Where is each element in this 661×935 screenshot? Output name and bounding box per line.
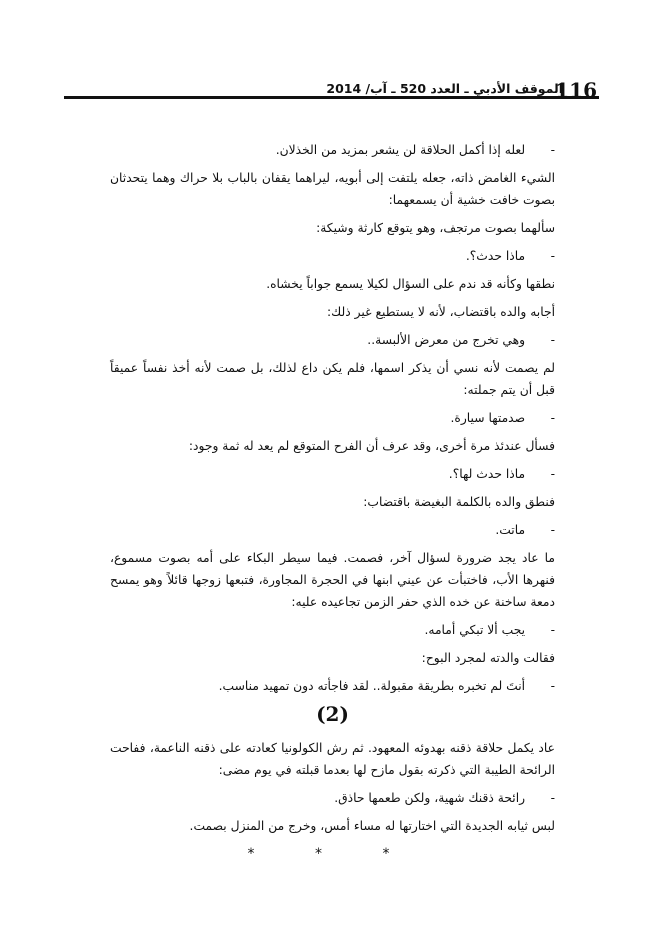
dialogue-dash: - xyxy=(550,249,555,263)
dialogue-dash: - xyxy=(550,467,555,481)
dialogue-dash: - xyxy=(550,411,555,425)
dialogue-text: وهي تخرج من معرض الألبسة.. xyxy=(367,333,526,347)
dialogue-line xyxy=(110,519,555,541)
section-number: (2) xyxy=(316,702,349,726)
dialogue-line xyxy=(110,463,555,485)
dialogue-dash: - xyxy=(550,623,555,637)
header-rule xyxy=(64,96,599,99)
dialogue-text: يجب ألا تبكي أمامه. xyxy=(424,623,526,637)
dialogue-line xyxy=(110,787,555,809)
paragraph: الشيء الغامض ذاته، جعله يلتفت إلى أبويه، ليراهما يقفان بالباب بلا حراك وهما يتحدثان بصوت خافت خشية أن يسمعهما: xyxy=(110,171,555,207)
paragraph: فنطق والده بالكلمة البغيضة باقتضاب: xyxy=(363,495,555,509)
paragraph: نطقها وكأنه قد ندم على السؤال لكيلا يسمع جواباً يخشاه. xyxy=(266,277,555,291)
dialogue-dash: - xyxy=(550,333,555,347)
paragraph: لم يصمت لأنه نسي أن يذكر اسمها، فلم يكن داع لذلك، بل صمت لأنه أخذ نفساً عميقاً قبل أن يتم جملته: xyxy=(110,361,555,397)
paragraph: لبس ثيابه الجديدة التي اختارتها له مساء أمس، وخرج من المنزل بصمت. xyxy=(189,819,555,833)
paragraph: فسأل عندئذ مرة أخرى، وقد عرف أن الفرح المتوقع لم يعد له ثمة وجود: xyxy=(188,439,555,453)
dialogue-dash: - xyxy=(550,791,555,805)
paragraph: فقالت والدته لمجرد البوح: xyxy=(421,651,555,665)
dialogue-text: أنتَ لم تخبره بطريقة مقبولة.. لقد فاجأته دون تمهيد مناسب. xyxy=(218,679,526,693)
dialogue-line xyxy=(110,139,555,161)
paragraph: أجابه والده باقتضاب، لأنه لا يستطيع غير ذلك: xyxy=(327,305,555,319)
dialogue-dash: - xyxy=(550,523,555,537)
article-body xyxy=(110,139,555,865)
page-number: 116 xyxy=(555,78,597,102)
dialogue-line xyxy=(110,245,555,267)
dialogue-text: ماذا حدث؟. xyxy=(465,249,526,263)
dialogue-line xyxy=(110,407,555,429)
paragraph: ما عاد يجد ضرورة لسؤال آخر، فصمت. فيما سيطر البكاء على أمه بصوت مسموع، فنهرها الأب، فاختبأت عن عيني ابنها في الحجرة المجاورة، فتبعها زوجها قائلاً وهو يمسح دمعة ساخنة عن خده الذي حفر الزمن تجاعيده عليه: xyxy=(110,551,555,609)
dialogue-text: صدمتها سيارة. xyxy=(450,411,526,425)
dialogue-text: لعله إذا أكمل الحلاقة لن يشعر بمزيد من الخذلان. xyxy=(275,143,526,157)
dialogue-dash: - xyxy=(550,679,555,693)
running-head: الموقف الأدبي ـ العدد 520 ـ آب/ 2014 xyxy=(326,81,563,96)
paragraph: عاد يكمل حلاقة ذقنه بهدوئه المعهود. ثم رش الكولونيا كعادته على ذقنه الناعمة، ففاحت الرائحة الطيبة التي ذكرته بقول مازح لها بعدما قبلته في يوم مضى: xyxy=(110,741,555,777)
dialogue-dash: - xyxy=(550,143,555,157)
section-end-stars: * * * xyxy=(247,846,418,862)
dialogue-text: ماذا حدث لها؟. xyxy=(448,467,526,481)
dialogue-text: ماتت. xyxy=(495,523,526,537)
dialogue-text: رائحة ذقنك شهية، ولكن طعمها حاذق. xyxy=(334,791,526,805)
paragraph: سألهما بصوت مرتجف، وهو يتوقع كارثة وشيكة: xyxy=(316,221,555,235)
dialogue-line xyxy=(110,619,555,641)
dialogue-line xyxy=(110,675,555,697)
dialogue-line xyxy=(110,329,555,351)
